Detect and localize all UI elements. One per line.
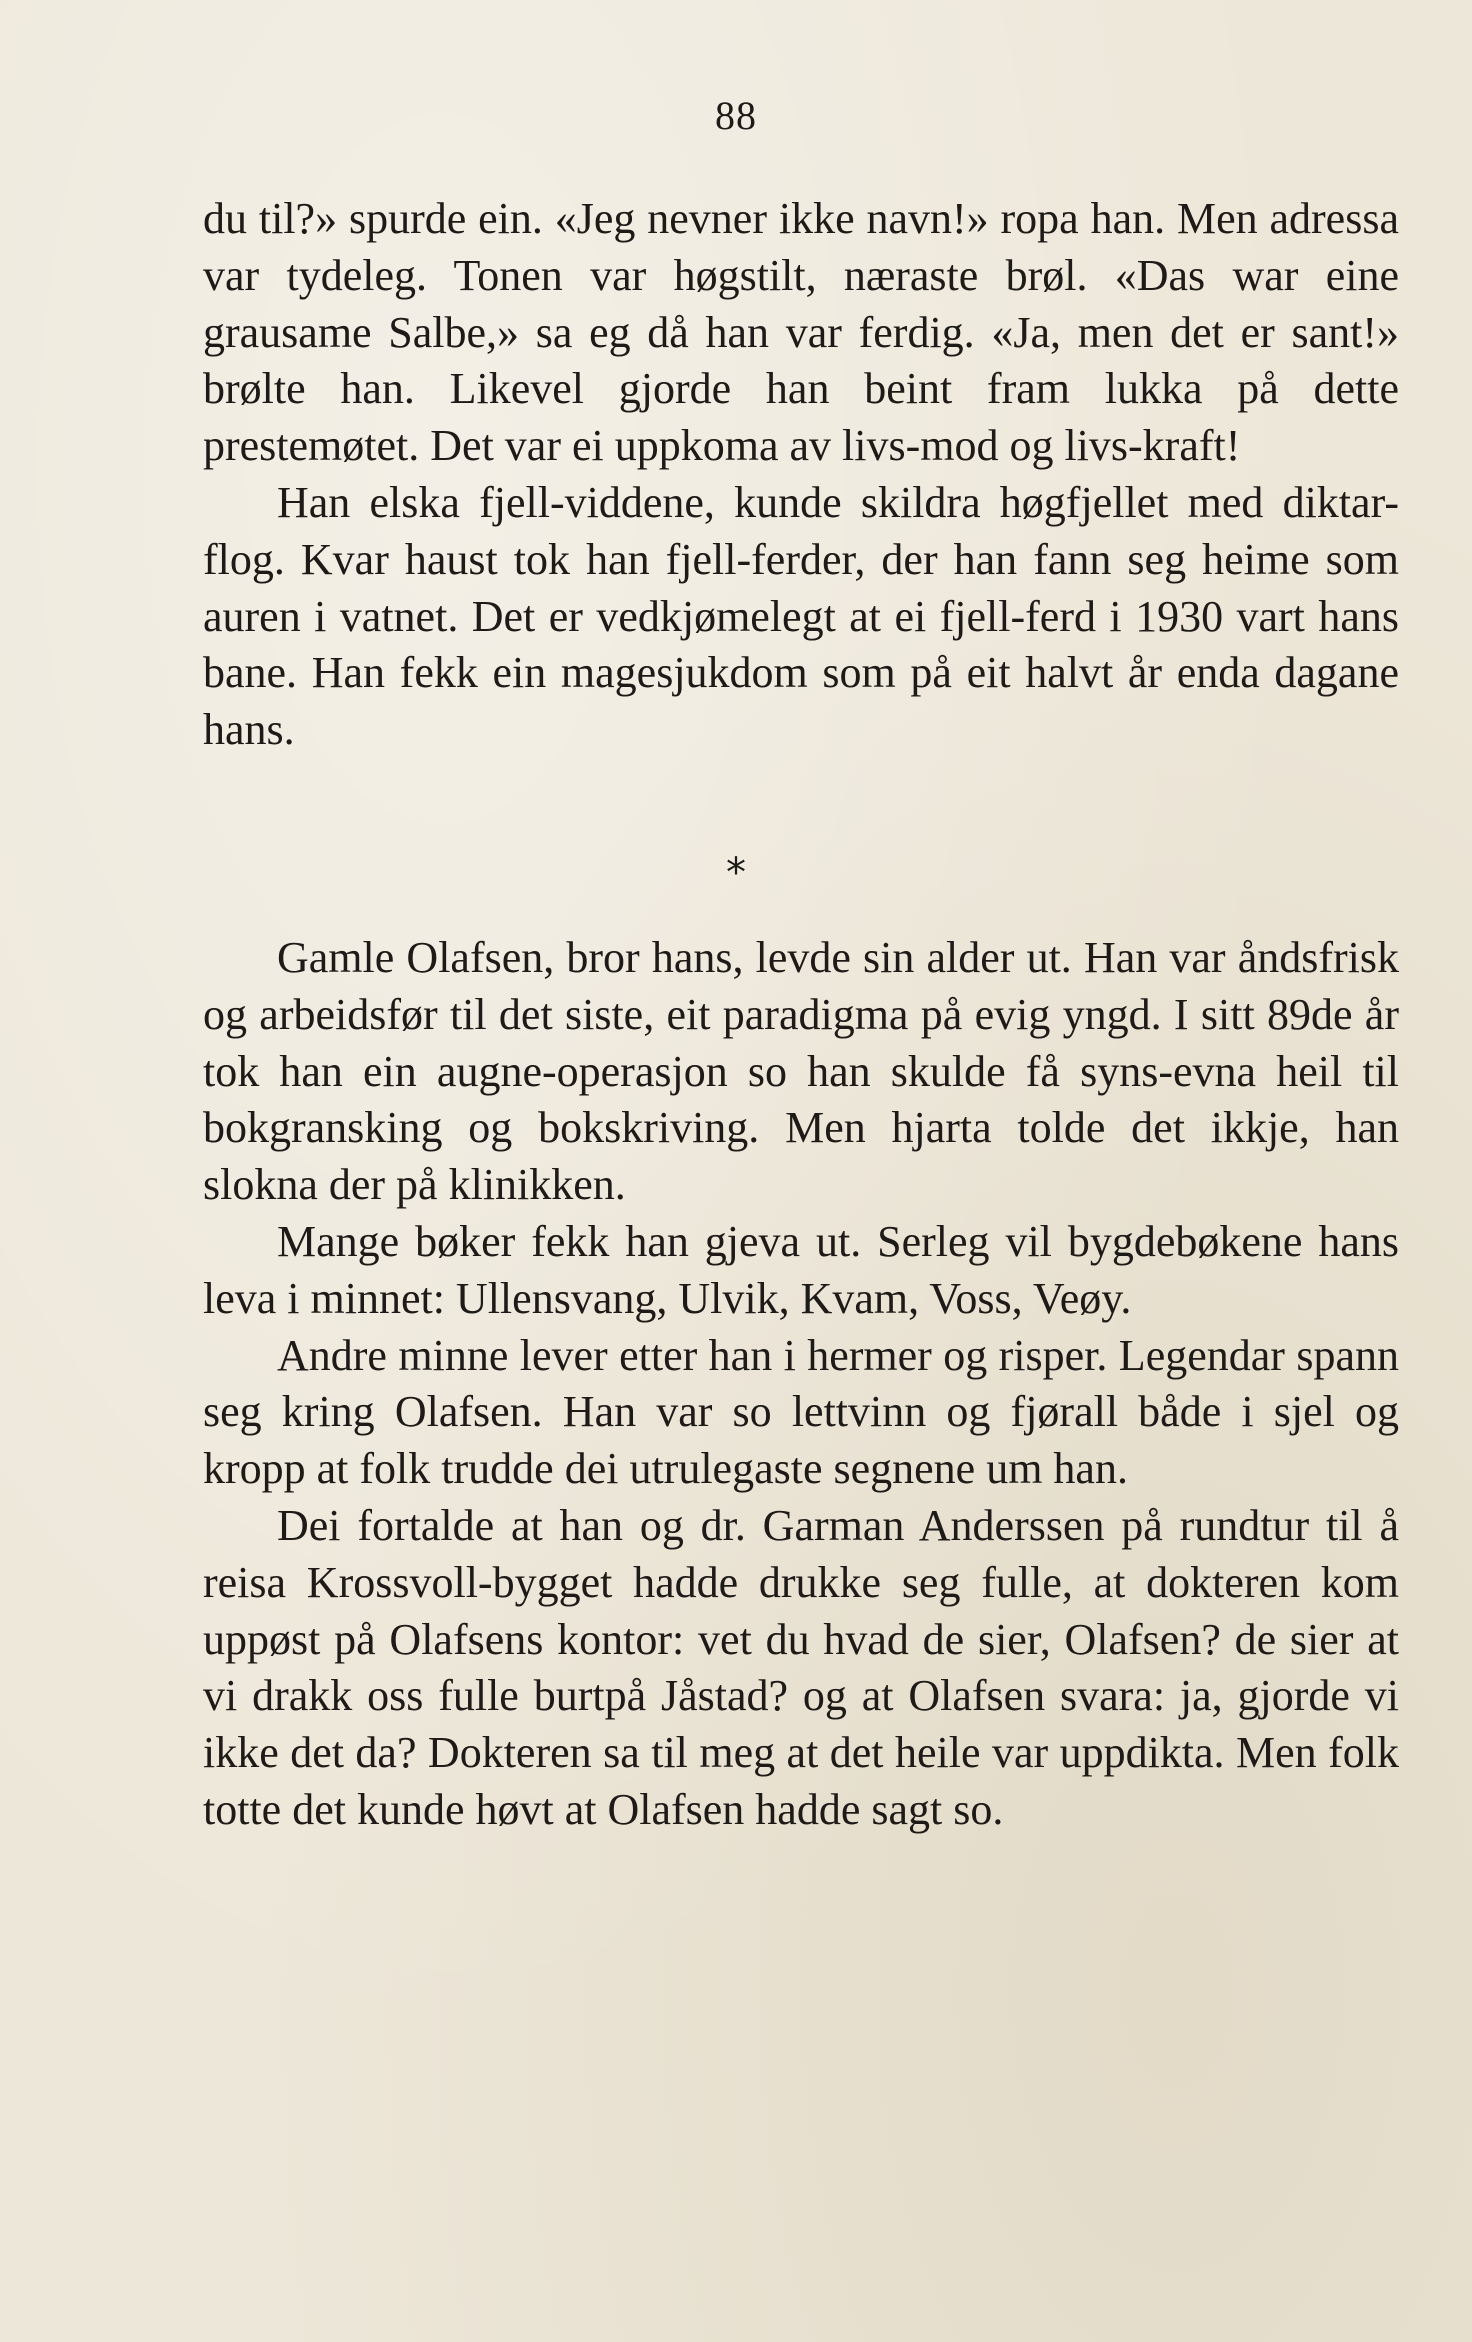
paragraph: du til?» spurde ein. «Jeg nevner ikke navn!» ropa han. Men adressa var tydeleg. Tonen var høgstilt, næraste brøl. «Das war eine grausame Salbe,» sa eg då han var ferdig. «Ja, men det er sant!» brølte han. Likevel gjorde han beint fram lukka på dette prestemøtet. Det var ei uppkoma av livs-mod og livs-kraft! (203, 194, 1399, 471)
section-separator: * (726, 850, 746, 896)
paragraph: Han elska fjell-viddene, kunde skildra høgfjellet med diktar-flog. Kvar haust tok han fjell-ferder, der han fann seg heime som auren i vatnet. Det er vedkjømelegt at ei fjell-ferd i 1930 vart hans bane. Han fekk ein magesjukdom som på eit halvt år enda dagane hans. (203, 477, 1399, 755)
paragraph: Andre minne lever etter han i hermer og risper. Legendar spann seg kring Olafsen. Han var so lettvinn og fjørall både i sjel og kropp at folk trudde dei utrulegaste segnene um han. (203, 1330, 1399, 1494)
text-block-bottom (203, 930, 1399, 1839)
paragraph: Gamle Olafsen, bror hans, levde sin alder ut. Han var åndsfrisk og arbeidsfør til det siste, eit paradigma på evig yngd. I sitt 89de år tok han ein augne-operasjon so han skulde få syns-evna heil til bokgransking og bokskriving. Men hjarta tolde det ikkje, han slokna der på klinikken. (203, 933, 1399, 1210)
text-block-top (203, 191, 1399, 759)
page-number: 88 (715, 93, 757, 138)
paragraph: Dei fortalde at han og dr. Garman Anderssen på rundtur til å reisa Krossvoll-bygget hadde drukke seg fulle, at dokteren kom uppøst på Olafsens kontor: vet du hvad de sier, Olafsen? de sier at vi drakk oss fulle burtpå Jåstad? og at Olafsen svara: ja, gjorde vi ikke det da? Dokteren sa til meg at det heile var uppdikta. Men folk totte det kunde høvt at Olafsen hadde sagt so. (203, 1500, 1399, 1834)
paragraph: Mange bøker fekk han gjeva ut. Serleg vil bygdebøkene hans leva i minnet: Ullensvang, Ulvik, Kvam, Voss, Veøy. (203, 1216, 1399, 1323)
